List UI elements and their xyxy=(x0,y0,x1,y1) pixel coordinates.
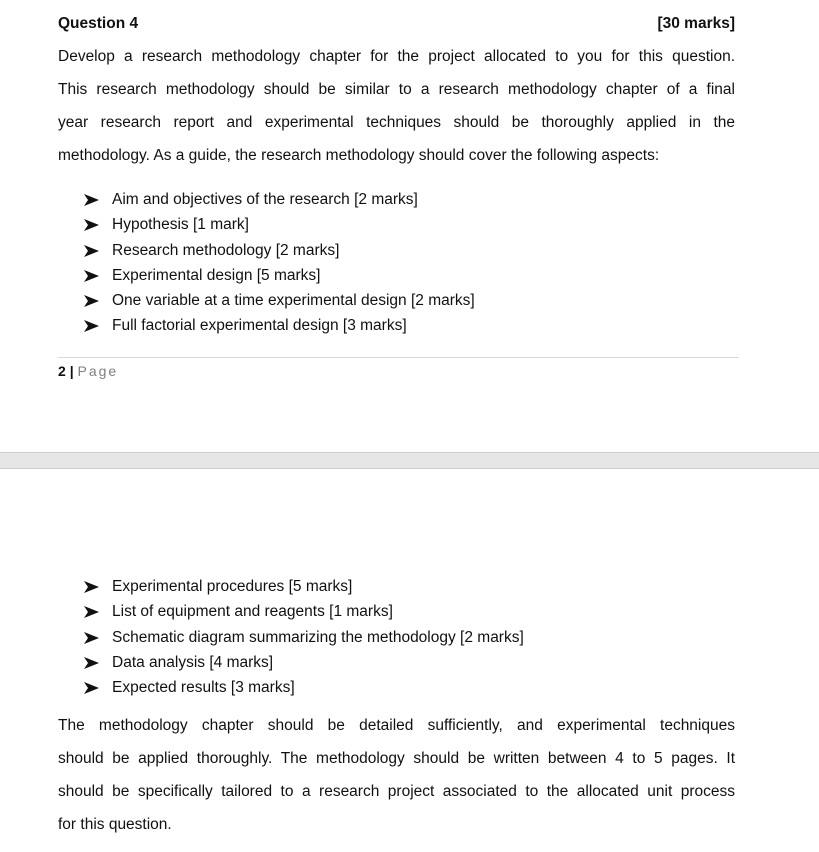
arrowhead-bullet-icon xyxy=(84,270,99,282)
list-item xyxy=(84,675,524,700)
closing-line: for this question. xyxy=(58,816,172,833)
closing-line: should be applied thoroughly. The methodology should be written between 4 to 5 pages. It xyxy=(58,750,735,767)
footer-divider xyxy=(58,357,739,358)
list-item-text: Data analysis [4 marks] xyxy=(112,653,274,671)
list-item xyxy=(84,650,524,675)
arrowhead-bullet-icon xyxy=(84,581,99,593)
list-item xyxy=(84,574,524,599)
arrowhead-bullet-icon xyxy=(84,194,99,206)
arrowhead-bullet-icon xyxy=(84,219,99,231)
list-item-text: Schematic diagram summarizing the methodology [2 marks] xyxy=(112,628,524,646)
list-item-text: Hypothesis [1 mark] xyxy=(112,216,249,234)
closing-paragraph xyxy=(58,709,735,841)
page-separator: | xyxy=(69,363,74,379)
list-item-text: List of equipment and reagents [1 marks] xyxy=(112,603,393,621)
list-item xyxy=(84,625,524,650)
list-item xyxy=(84,288,475,313)
question-marks: [30 marks] xyxy=(657,15,735,32)
page-number: 2 xyxy=(58,363,66,379)
aspects-list-part-2 xyxy=(84,574,524,700)
page-label: Page xyxy=(77,363,119,379)
list-item xyxy=(84,187,475,212)
list-item-text: Aim and objectives of the research [2 marks] xyxy=(112,191,418,208)
page-break-gap xyxy=(0,452,819,469)
question-header xyxy=(58,13,735,35)
arrowhead-bullet-icon xyxy=(84,682,99,694)
closing-line: should be specifically tailored to a research project associated to the allocated unit process xyxy=(58,783,735,800)
arrowhead-bullet-icon xyxy=(84,245,99,257)
arrowhead-bullet-icon xyxy=(84,657,99,669)
closing-line: The methodology chapter should be detailed sufficiently, and experimental techniques xyxy=(58,717,735,734)
list-item xyxy=(84,313,475,338)
page-footer xyxy=(58,361,118,381)
arrowhead-bullet-icon xyxy=(84,632,99,644)
arrowhead-bullet-icon xyxy=(84,295,99,307)
list-item-text: One variable at a time experimental design [2 marks] xyxy=(112,292,475,310)
intro-line: year research report and experimental techniques should be thoroughly applied in the xyxy=(58,114,735,131)
list-item-text: Research methodology [2 marks] xyxy=(112,241,340,259)
aspects-list-part-1 xyxy=(84,187,475,339)
list-item-text: Full factorial experimental design [3 marks] xyxy=(112,317,407,335)
intro-paragraph xyxy=(58,40,735,172)
list-item-text: Experimental design [5 marks] xyxy=(112,266,321,284)
intro-line: This research methodology should be similar to a research methodology chapter of a final xyxy=(58,81,735,98)
question-title: Question 4 xyxy=(58,15,139,32)
arrowhead-bullet-icon xyxy=(84,320,99,332)
list-item xyxy=(84,599,524,624)
list-item-text: Expected results [3 marks] xyxy=(112,679,295,697)
intro-line: Develop a research methodology chapter for the project allocated to you for this question. xyxy=(58,48,735,65)
intro-line: methodology. As a guide, the research methodology should cover the following aspects: xyxy=(58,147,660,164)
document-page-bottom xyxy=(0,469,819,852)
arrowhead-bullet-icon xyxy=(84,606,99,618)
list-item xyxy=(84,238,475,263)
list-item xyxy=(84,263,475,288)
list-item xyxy=(84,212,475,237)
list-item-text: Experimental procedures [5 marks] xyxy=(112,578,353,595)
